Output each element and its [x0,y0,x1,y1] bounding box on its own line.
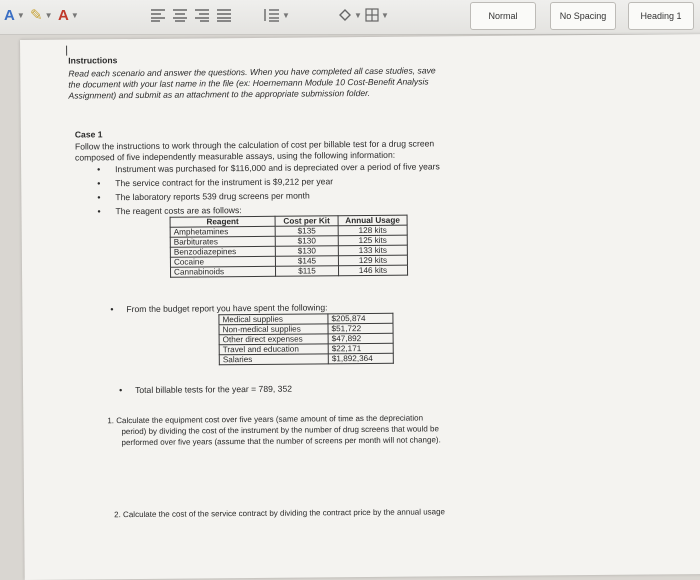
bullet-reagent-costs: The reagent costs are as follows: [115,205,242,217]
cell-expense: Salaries [219,354,328,365]
instructions-heading: Instructions [68,55,118,66]
chevron-down-icon[interactable]: ▼ [16,10,25,20]
ribbon-toolbar [0,0,700,35]
align-center-button[interactable] [172,4,188,26]
align-right-button[interactable] [194,4,210,26]
cell-cost: $130 [275,246,338,257]
cell-cost: $135 [275,226,338,237]
font-color-button[interactable] [4,4,25,26]
cell-usage: 133 kits [338,245,407,256]
cell-reagent: Benzodiazepines [170,246,275,257]
cell-cost: $145 [275,256,338,267]
document-page[interactable] [20,34,700,580]
bullet-dot: • [97,164,101,175]
text-color-button[interactable] [58,4,79,26]
bullet-dot: • [110,304,114,315]
instructions-line-1: Read each scenario and answer the questions. When you have completed all case studies, save [68,65,436,79]
bullet-drug-screens: The laboratory reports 539 drug screens per month [115,190,310,203]
highlighter-icon: ✎ [30,7,43,24]
cell-reagent: Barbiturates [170,236,275,247]
question-1-line-3: performed over five years (assume that the number of screens per month will not change). [121,435,441,448]
paint-bucket-icon [338,8,352,22]
case-intro-line-2: composed of five independently measurable assays, using the following information: [74,149,396,163]
cell-reagent: Cocaine [170,256,275,267]
budget-bullet: From the budget report you have spent the following: [126,302,328,315]
align-left-button[interactable] [150,4,166,26]
text-color-icon: A [58,6,69,24]
align-center-icon [172,8,188,22]
line-spacing-icon [262,8,280,22]
table-row [170,265,407,277]
chevron-down-icon[interactable]: ▼ [381,10,389,20]
cell-cost: $115 [275,266,338,277]
cell-usage: 129 kits [338,255,407,266]
cell-expense: Travel and education [219,344,328,355]
justify-button[interactable] [216,4,232,26]
bullet-dot: • [97,192,101,203]
header-cost-per-kit: Cost per Kit [275,216,338,227]
cell-expense: Other direct expenses [219,334,328,345]
justify-icon [216,8,232,22]
cell-usage: 125 kits [338,235,407,246]
table-row [219,353,393,365]
cell-cost: $130 [275,236,338,247]
cell-reagent: Amphetamines [170,226,275,237]
header-reagent: Reagent [170,216,275,227]
style-heading-1[interactable]: Heading 1 [628,2,694,30]
borders-icon [365,8,379,22]
cell-reagent: Cannabinoids [170,266,275,277]
chevron-down-icon[interactable]: ▼ [70,10,79,20]
bullet-dot: • [119,385,123,396]
instructions-line-3: Assignment) and submit as an attachment to the appropriate submission folder. [68,87,371,101]
reagent-table [170,215,409,278]
bullet-dot: • [97,206,101,217]
style-no-spacing[interactable]: No Spacing [550,2,616,30]
line-spacing-button[interactable] [262,4,290,26]
chevron-down-icon[interactable]: ▼ [354,10,362,20]
cell-usage: 128 kits [338,225,407,236]
cell-amount: $205,874 [328,313,393,324]
cell-amount: $47,892 [328,333,393,344]
cell-usage: 146 kits [338,265,407,276]
font-color-icon: A [4,6,15,24]
highlight-button[interactable] [30,4,53,26]
text-cursor [66,46,67,56]
chevron-down-icon[interactable]: ▼ [44,10,53,20]
header-annual-usage: Annual Usage [338,215,407,226]
cell-expense: Medical supplies [219,314,328,325]
align-right-icon [194,8,210,22]
cell-amount: $1,892,364 [328,353,393,364]
cell-expense: Non-medical supplies [219,324,328,335]
bullet-dot: • [97,178,101,189]
question-1-line-1: 1. Calculate the equipment cost over five years (same amount of time as the depreciation [107,413,424,426]
chevron-down-icon[interactable]: ▼ [282,10,290,20]
case-intro-line-1: Follow the instructions to work through the calculation of cost per billable test for a drug screen [74,138,435,152]
total-billable-tests: Total billable tests for the year = 789, 352 [135,383,293,396]
borders-button[interactable] [365,4,389,26]
style-normal[interactable]: Normal [470,2,536,30]
cell-amount: $22,171 [328,343,393,354]
question-1-line-2: period) by dividing the cost of the instrument by the number of drug screens that would be [121,424,439,437]
shading-button[interactable] [338,4,362,26]
bullet-service-contract: The service contract for the instrument is $9,212 per year [115,176,334,189]
question-2: 2. Calculate the cost of the service contract by dividing the contract price by the annual usage [114,507,446,520]
case-heading: Case 1 [74,129,103,140]
cell-amount: $51,722 [328,323,393,334]
budget-table [218,313,393,366]
instructions-line-2: the document with your last name in the file (ex: Hoernemann Module 10 Cost-Benefit Analysis [68,76,429,90]
bullet-instrument: Instrument was purchased for $116,000 and is depreciated over a period of five years [115,161,440,175]
align-left-icon [150,8,166,22]
